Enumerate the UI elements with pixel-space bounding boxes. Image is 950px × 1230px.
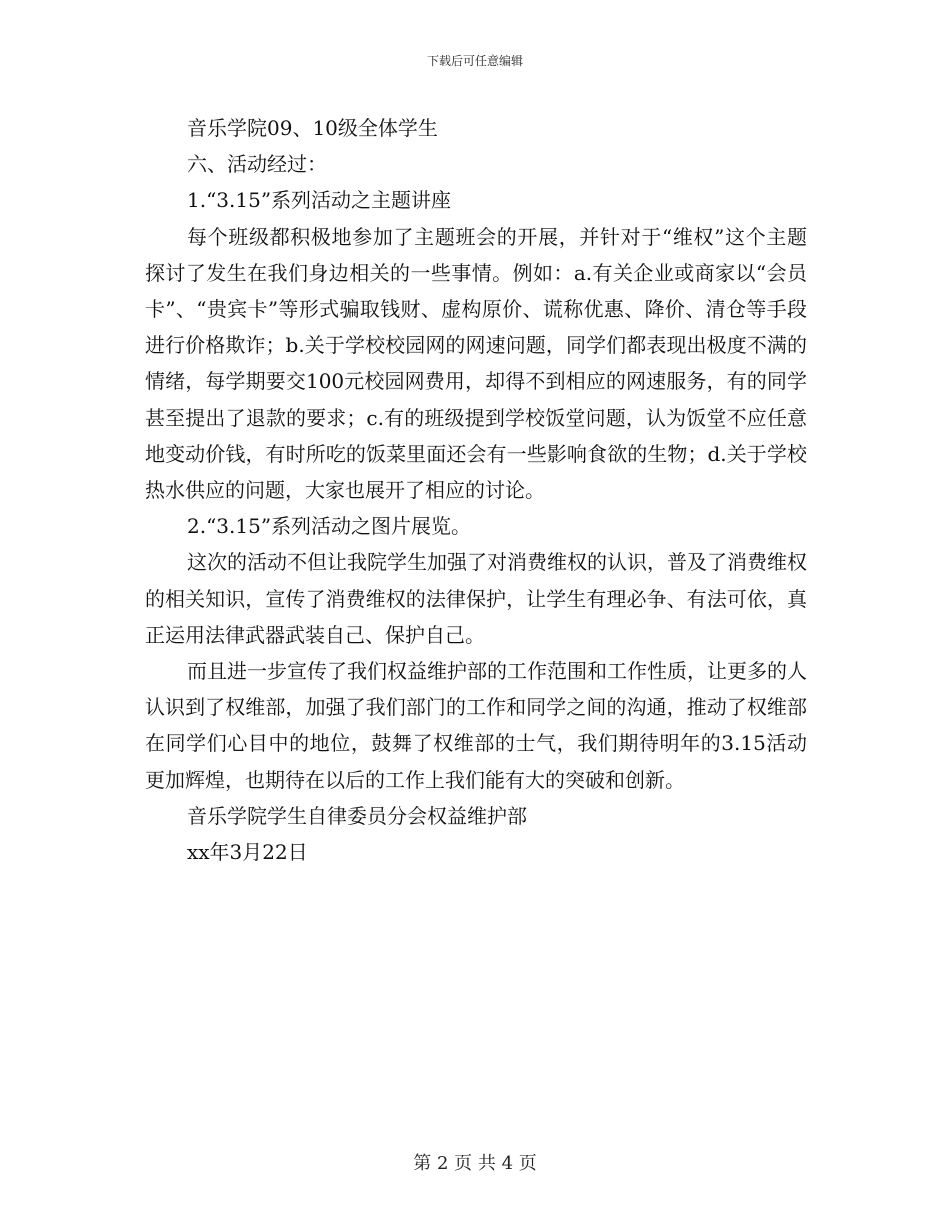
paragraph-lecture-details: 每个班级都积极地参加了主题班会的开展，并针对于“维权”这个主题探讨了发生在我们身边相关的一些事情。例如：a.有关企业或商家以“会员卡”、“贵宾卡”等形式骗取钱财、虚构原价、谎称优惠、降价、清仓等手段进行价格欺诈；b.关于学校校园网的网速问题，同学们都表现出极度不满的情绪，每学期要交100元校园网费用，却得不到相应的网速服务，有的同学甚至提出了退款的要求；c.有的班级提到学校饭堂问题，认为饭堂不应任意地变动价钱，有时所吃的饭菜里面还会有一些影响食欲的生物；d.关于学校热水供应的问题，大家也展开了相应的讨论。	[145, 224, 807, 503]
page-number-footer: 第 2 页 共 4 页	[413, 1153, 537, 1174]
subheading-photo-exhibition: 2.“3.15”系列活动之图片展览。	[187, 514, 472, 539]
section-heading-activity-process: 六、活动经过：	[187, 152, 327, 177]
document-body	[145, 110, 807, 870]
paragraph-department-promotion: 而且进一步宣传了我们权益维护部的工作范围和工作性质，让更多的人认识到了权维部，加强了我们部门的工作和同学之间的沟通，推动了权维部在同学们心目中的地位，鼓舞了权维部的士气，我们期待明年的3.15活动更加辉煌，也期待在以后的工作上我们能有大的突破和创新。	[145, 659, 807, 792]
signature-department: 音乐学院学生自律委员分会权益维护部	[187, 803, 527, 828]
paragraph-activity-effect: 这次的活动不但让我院学生加强了对消费维权的认识，普及了消费维权的相关知识，宣传了消费维权的法律保护，让学生有理必争、有法可依，真正运用法律武器武装自己、保护自己。	[145, 550, 807, 647]
page-header-note: 下载后可任意编辑	[426, 54, 523, 68]
signature-date: xx年3月22日	[187, 840, 308, 865]
audience-line: 音乐学院09、10级全体学生	[187, 116, 438, 140]
subheading-lecture: 1.“3.15”系列活动之主题讲座	[187, 188, 452, 213]
